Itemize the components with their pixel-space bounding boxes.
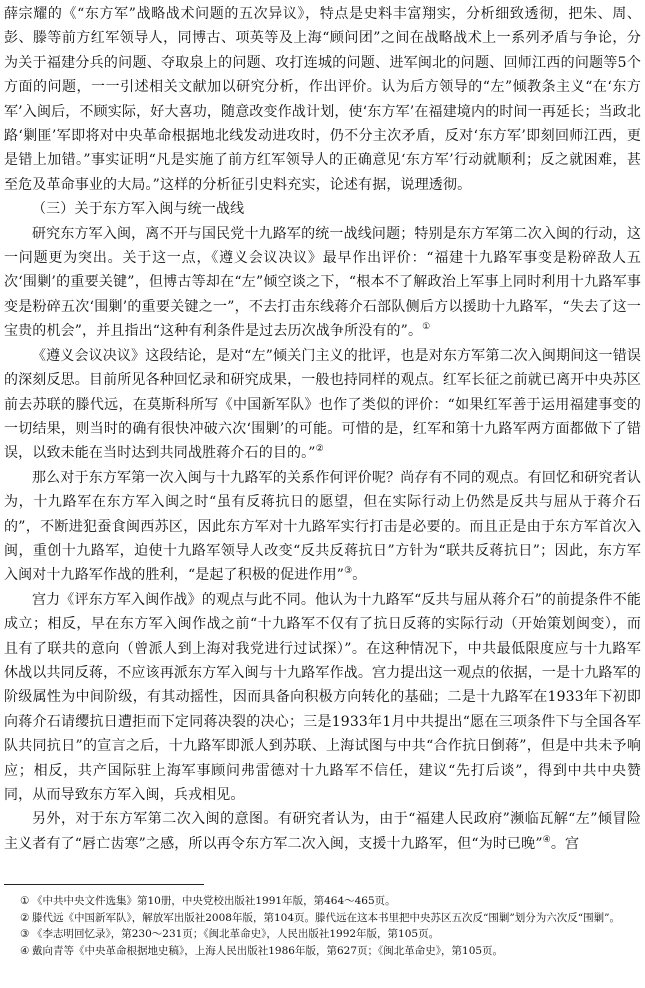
footnote-4: ④ 戴向青等《中央革命根据地史稿》，上海人民出版社1986年版，第627页；《闽北革命史》，第105页。 [20,944,504,957]
paragraph-1: 薛宗耀的《“东方军”战略战术问题的五次异议》，特点是史料丰富翔实，分析细致透彻，把朱、周、彭、滕等前方红军领导人，同博古、项英等及上海“顾问团”之间在战略战术上一系列矛盾与争论，分为关于福建分兵的问题、夺取泉上的问题、攻打连城的问题、进军闽北的问题、回师江西的问题等5个方面的问题，一一引述相关文献加以研究分析，作出评价。认为后方领导的“左”倾教条主义“在‘东方军’入闽后，不顾实际，好大喜功，随意改变作战计划，使‘东方军’在福建境内的时间一再延长；当政北路‘剿匪’军即将对中央革命根据地北线发动进攻时，仍不分主次矛盾，反对‘东方军’即刻回师江西，更是错上加错。”事实证明“凡是实施了前方红军领导人的正确意见‘东方军’行动就顺利；反之就困难，甚至危及革命事业的大局。”这样的分析征引史料充实，论述有据，说理透彻。 [4,6,641,193]
paragraph-5: 宫力《评东方军入闽作战》的观点与此不同。他认为十九路军“反共与屈从蒋介石”的前提条件不能成立；相反，早在东方军入闽作战之前“十九路军不仅有了抗日反蒋的实际行动（开始策划闽变），而且有了联共的意向（曾派人到上海对我党进行过试探）”。在这种情况下，中共最低限度应与十九路军休战以共同反蒋，不应该再派东方军入闽与十九路军作战。宫力提出这一观点的依据，一是十九路军的阶级属性为中间阶级，有其动摇性，因而具备向积极方向转化的基础；二是十九路军在1933年下初即向蒋介石请缨抗日遭拒而下定同蒋决裂的决心；三是1933年1月中共提出“愿在三项条件下与全国各军队共同抗日”的宣言之后，十九路军即派人到苏联、上海试图与中共“合作抗日倒蒋”，但是中共未予响应；相反，共产国际驻上海军事顾问弗雷德对十九路军不信任，建议“先打后谈”，得到中共中央赞同，从而导致东方军入闽，兵戎相见。 [4,591,641,803]
paragraph-6: 另外，对于东方军第二次入闽的意图。有研究者认为，由于“福建人民政府”濒临瓦解“左”倾冒险主义者有了“唇亡齿寒”之感，所以再令东方军二次入闽，支援十九路军，但“为时已晚”④。宫 [4,811,641,852]
footnote-ref-2: ② [315,444,324,455]
footnote-2: ② 滕代远《中国新军队》，解放军出版社2008年版，第104页。滕代远在这本书里把中央苏区五次反“围剿”划分为六次反“围剿”。 [20,911,620,924]
footnote-ref-3: ③ [344,566,353,577]
paragraph-4: 那么对于东方军第一次入闽与十九路军的关系作何评价呢？尚存有不同的观点。有回忆和研究者认为，十九路军在东方军入闽之时“虽有反蒋抗日的愿望，但在实际行动上仍然是反共与屈从于蒋介石的”，不断进犯蚕食闽西苏区，因此东方军对十九路军实行打击是必要的。而且正是由于东方军首次入闽，重创十九路军，迫使十九路军领导人改变“反共反蒋抗日”方针为“联共反蒋抗日”；因此，东方军入闽对十九路军作战的胜利，“是起了积极的促进作用”③。 [4,469,641,584]
footnote-divider [4,884,204,885]
paragraph-3: 《遵义会议决议》这段结论，是对“左”倾关门主义的批评，也是对东方军第二次入闽期间这一错误的深刻反思。目前所见各种回忆录和研究成果，一般也持同样的观点。红军长征之前就已离开中央苏区前去苏联的滕代远，在莫斯科所写《中国新军队》也作了类似的评价：“如果红军善于运用福建事变的一切结果，则当时的确有很快冲破六次‘围剿’的可能。可惜的是，红军和第十九路军两方面都做下了错误，以致未能在当时达到共同战胜蒋介石的目的。”② [4,347,641,462]
footnote-1: ① 《中共中央文件选集》第10册，中央党校出版社1991年版，第464～465页。 [20,895,396,907]
footnote-ref-4: ④ [542,834,551,845]
section-heading: （三）关于东方军入闽与统一战线 [32,201,245,218]
paragraph-2: 研究东方军入闽，离不开与国民党十九路军的统一战线问题；特别是东方军第二次入闽的行动，这一问题更为突出。关于这一点，《遵义会议决议》最早作出评价：“福建十九路军事变是粉碎敌人五次‘围剿’的重要关键”，但博古等却在“左”倾空谈之下，“根本不了解政治上军事上同时利用十九路军事变是粉碎五次‘围剿’的重要关键之一”，不去打击东线蒋介石部队侧后方以援助十九路军，“失去了这一宝贵的机会”，并且指出“这种有利条件是过去历次战争所没有的”。① [4,225,641,340]
footnotes [4,893,641,959]
footnote-ref-1: ① [422,322,431,333]
footnote-3: ③ 《李志明回忆录》，第230～231页；《闽北革命史》，人民出版社1992年版，第105页。 [20,928,440,940]
main-text [4,2,641,856]
